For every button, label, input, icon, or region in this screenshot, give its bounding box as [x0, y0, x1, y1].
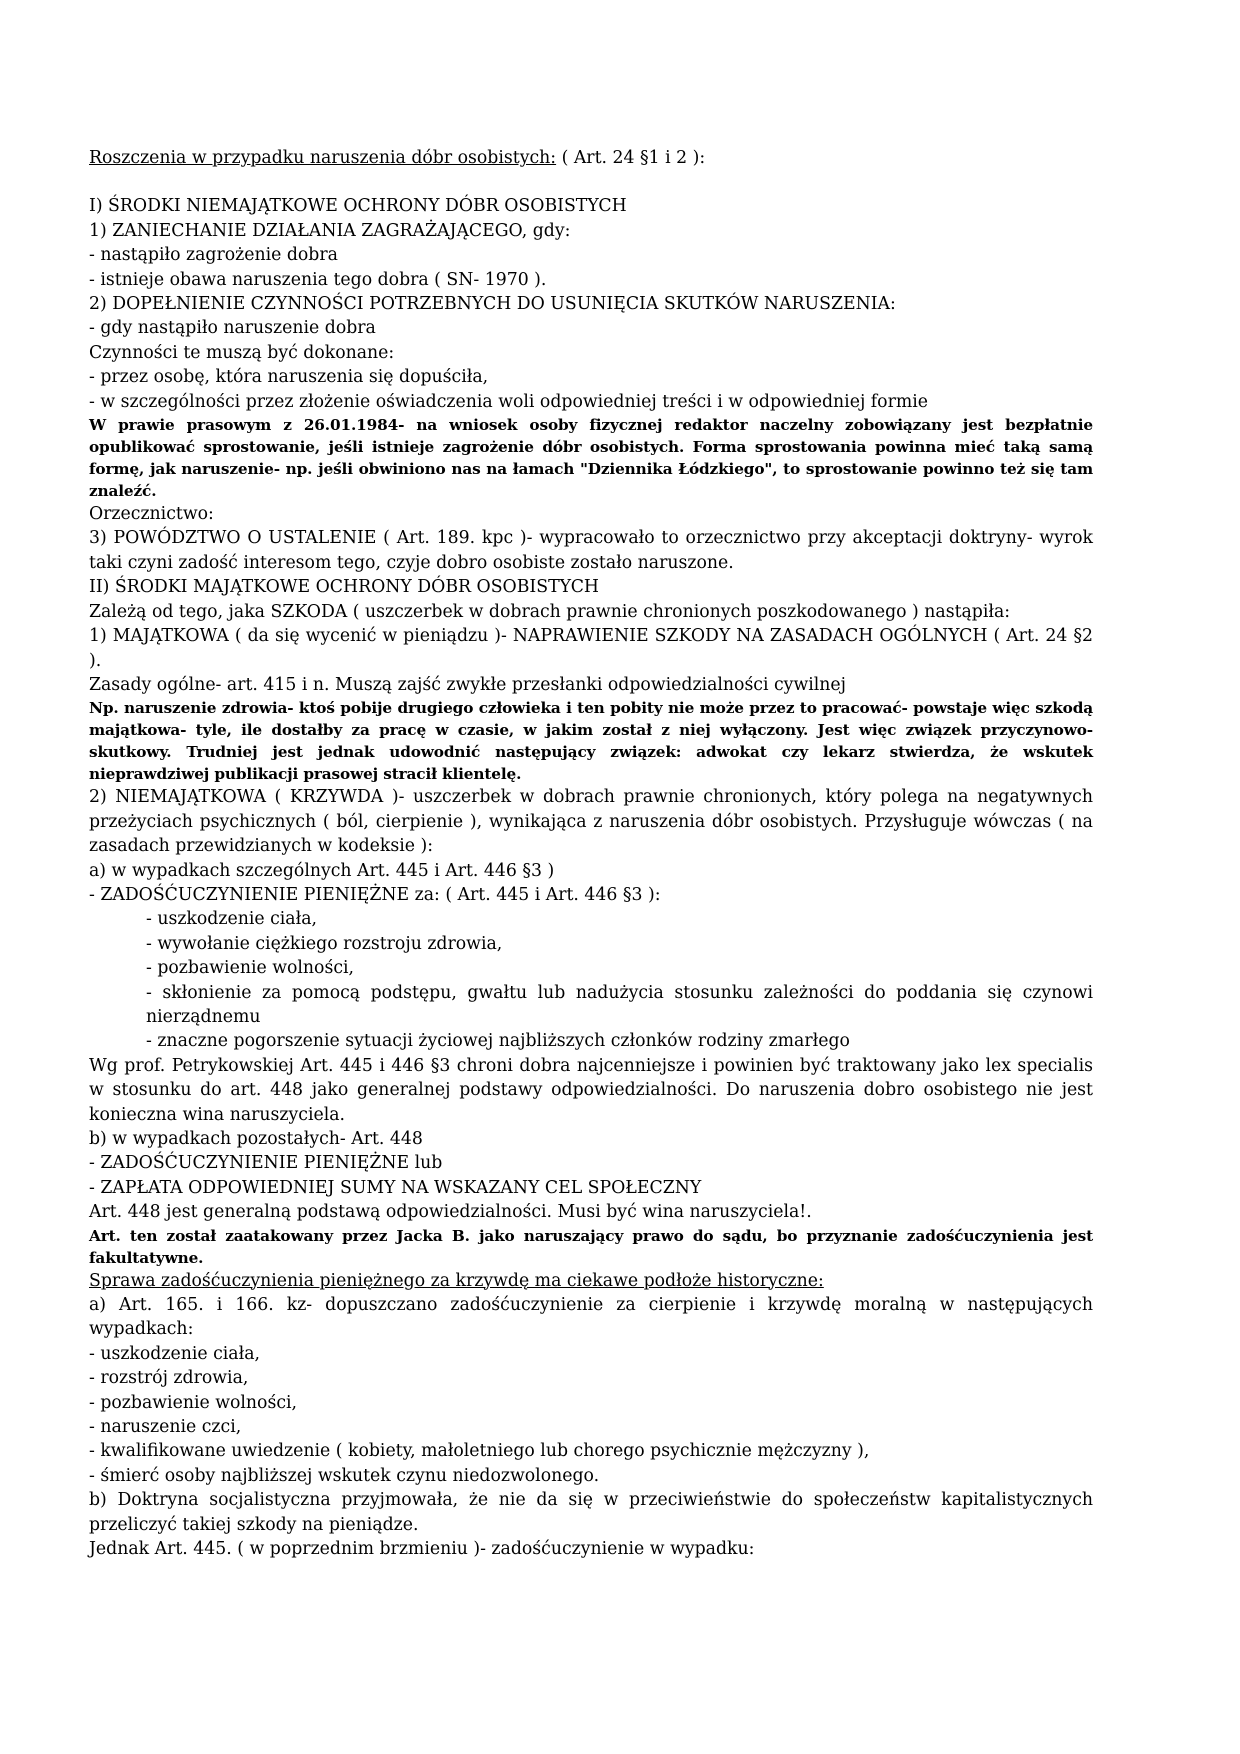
list-item: - skłonienie za pomocą podstępu, gwałtu lub nadużycia stosunku zależności do poddania się czynowi nierządnemu: [146, 982, 1093, 1027]
list-item: - kwalifikowane uwiedzenie ( kobiety, małoletniego lub chorego psychicznie mężczyzny ),: [89, 1441, 870, 1462]
list-item: - naruszenie czci,: [89, 1417, 242, 1438]
list-item: - uszkodzenie ciała,: [89, 1343, 260, 1364]
paragraph-petrykowska: Wg prof. Petrykowskiej Art. 445 i 446 §3 chroni dobra najcenniejsze i powinien być traktowany jako lex specialis w stosunku do art. 448 jako generalnej podstawy odpowiedzialności. Do naruszenia dobro osobistego nie jest konieczna wina naruszyciela.: [89, 1055, 1093, 1125]
list-item: Czynności te muszą być dokonane:: [89, 342, 395, 363]
note-art448: [89, 1225, 1093, 1269]
list-item: a) w wypadkach szczególnych Art. 445 i Art. 446 §3 ): [89, 860, 555, 881]
title-underlined: Roszczenia w przypadku naruszenia dóbr osobistych:: [89, 148, 557, 168]
list-item: - nastąpiło zagrożenie dobra: [89, 245, 338, 266]
paragraph-damage: Zależą od tego, jaka SZKODA ( uszczerbek w dobrach prawnie chronionych poszkodowanego ) nastąpiła:: [89, 601, 1011, 622]
paragraph-harm: 2) NIEMAJĄTKOWA ( KRZYWDA )- uszczerbek w dobrach prawnie chronionych, który polega na negatywnych przeżyciach psychicznych ( ból, cierpienie ), wynikająca z naruszenia dóbr osobistych. Przysługuje wówczas ( na zasadach przewidzianych w kodeksie ):: [89, 787, 1093, 857]
document-title: [89, 146, 1093, 170]
paragraph-socialist-doctrine: b) Doktryna socjalistyczna przyjmowała, że nie da się w przeciwieństwie do społeczeństw kapitalistycznych przeliczyć takiej szkody na pieniądze.: [89, 1490, 1093, 1535]
note-example: [89, 697, 1093, 785]
list-item: b) w wypadkach pozostałych- Art. 448: [89, 1129, 423, 1149]
note-example-text: Np. naruszenie zdrowia- ktoś pobije drugiego człowieka i ten pobity nie może przez to pracować- powstaje więc szkodą majątkowa- tyle, ile dostałby za pracę w czasie, w jakim został z niej wyłączony. Jest więc związek przyczynowo- skutkowy. Trudniej jest jednak udowodnić następujący związek: adwokat czy lekarz stwierdza, że wskutek nieprawdziwej publikacji prasowej stracił klientelę.: [89, 699, 1093, 784]
note-press-law: [89, 414, 1093, 502]
list-item: Art. 448 jest generalną podstawą odpowiedzialności. Musi być wina naruszyciela!.: [89, 1202, 812, 1223]
list-item: - uszkodzenie ciała,: [146, 909, 317, 930]
list-item: - pozbawienie wolności,: [146, 958, 355, 979]
last-line: Jednak Art. 445. ( w poprzednim brzmieniu )- zadośćuczynienie w wypadku:: [89, 1539, 755, 1560]
list-item: - rozstrój zdrowia,: [89, 1368, 249, 1389]
list-item: - ZADOŚĆUCZYNIENIE PIENIĘŻNE lub: [89, 1153, 443, 1174]
heading-property: II) ŚRODKI MAJĄTKOWE OCHRONY DÓBR OSOBISTYCH: [89, 577, 599, 598]
list-item: - istnieje obawa naruszenia tego dobra ( SN- 1970 ).: [89, 269, 547, 290]
note-art448-text: Art. ten został zaatakowany przez Jacka B. jako naruszający prawo do sądu, bo przyznanie zadośćuczynienia jest fakultatywne.: [89, 1226, 1093, 1267]
list-item: - w szczególności przez złożenie oświadczenia woli odpowiedniej treści i w odpowiedniej formie: [89, 391, 928, 412]
list-item: - ZAPŁATA ODPOWIEDNIEJ SUMY NA WSKAZANY CEL SPOŁECZNY: [89, 1177, 702, 1198]
case-law-label: Orzecznictwo:: [89, 504, 214, 525]
list-item: - przez osobę, która naruszenia się dopuściła,: [89, 367, 489, 388]
note-press-law-text: W prawie prasowym z 26.01.1984- na wniosek osoby fizycznej redaktor naczelny zobowiązany jest bezpłatnie opublikować sprostowanie, jeśli istnieje zagrożenie dóbr osobistych. Forma sprostowania powinna mieć taką samą formę, jak naruszenie- np. jeśli obwiniono nas na łamach "Dziennika Łódzkiego", to sprostowanie powinno też się tam znaleźć.: [89, 416, 1093, 501]
list-item: 2) DOPEŁNIENIE CZYNNOŚCI POTRZEBNYCH DO USUNIĘCIA SKUTKÓW NARUSZENIA:: [89, 294, 896, 315]
paragraph-declaratory-action: 3) POWÓDZTWO O USTALENIE ( Art. 189. kpc )- wypracowało to orzecznictwo przy akceptacji doktryny- wyrok taki czyni zadość interesom tego, czyje dobro osobiste zostało naruszone.: [89, 528, 1093, 573]
list-item: - znaczne pogorszenie sytuacji życiowej najbliższych członków rodziny zmarłego: [146, 1031, 850, 1052]
list-item: - pozbawienie wolności,: [89, 1392, 298, 1413]
paragraph-general-rules: Zasady ogólne- art. 415 i n. Muszą zajść zwykłe przesłanki odpowiedzialności cywilnej: [89, 674, 847, 695]
list-item: - gdy nastąpiło naruszenie dobra: [89, 318, 376, 339]
paragraph-kz: a) Art. 165. i 166. kz- dopuszczano zadośćuczynienie za cierpienie i krzywdę moralną w następujących wypadkach:: [89, 1295, 1093, 1340]
list-item: - śmierć osoby najbliższej wskutek czynu niedozwolonego.: [89, 1465, 600, 1486]
heading-nonproperty: I) ŚRODKI NIEMAJĄTKOWE OCHRONY DÓBR OSOBISTYCH: [89, 196, 627, 217]
document-page: [89, 146, 1093, 1562]
subheading-history: Sprawa zadośćuczynienia pieniężnego za krzywdę ma ciekawe podłoże historyczne:: [89, 1270, 824, 1291]
title-article-ref: ( Art. 24 §1 i 2 ):: [556, 148, 706, 168]
list-item: 1) ZANIECHANIE DZIAŁANIA ZAGRAŻAJĄCEGO, gdy:: [89, 220, 571, 241]
paragraph-property-damage: 1) MAJĄTKOWA ( da się wycenić w pieniądzu )- NAPRAWIENIE SZKODY NA ZASADACH OGÓLNYCH ( Art. 24 §2 ).: [89, 626, 1093, 671]
list-item: - ZADOŚĆUCZYNIENIE PIENIĘŻNE za: ( Art. 445 i Art. 446 §3 ):: [89, 884, 661, 905]
list-item: - wywołanie ciężkiego rozstroju zdrowia,: [146, 933, 503, 954]
indented-list: [89, 907, 1093, 1053]
